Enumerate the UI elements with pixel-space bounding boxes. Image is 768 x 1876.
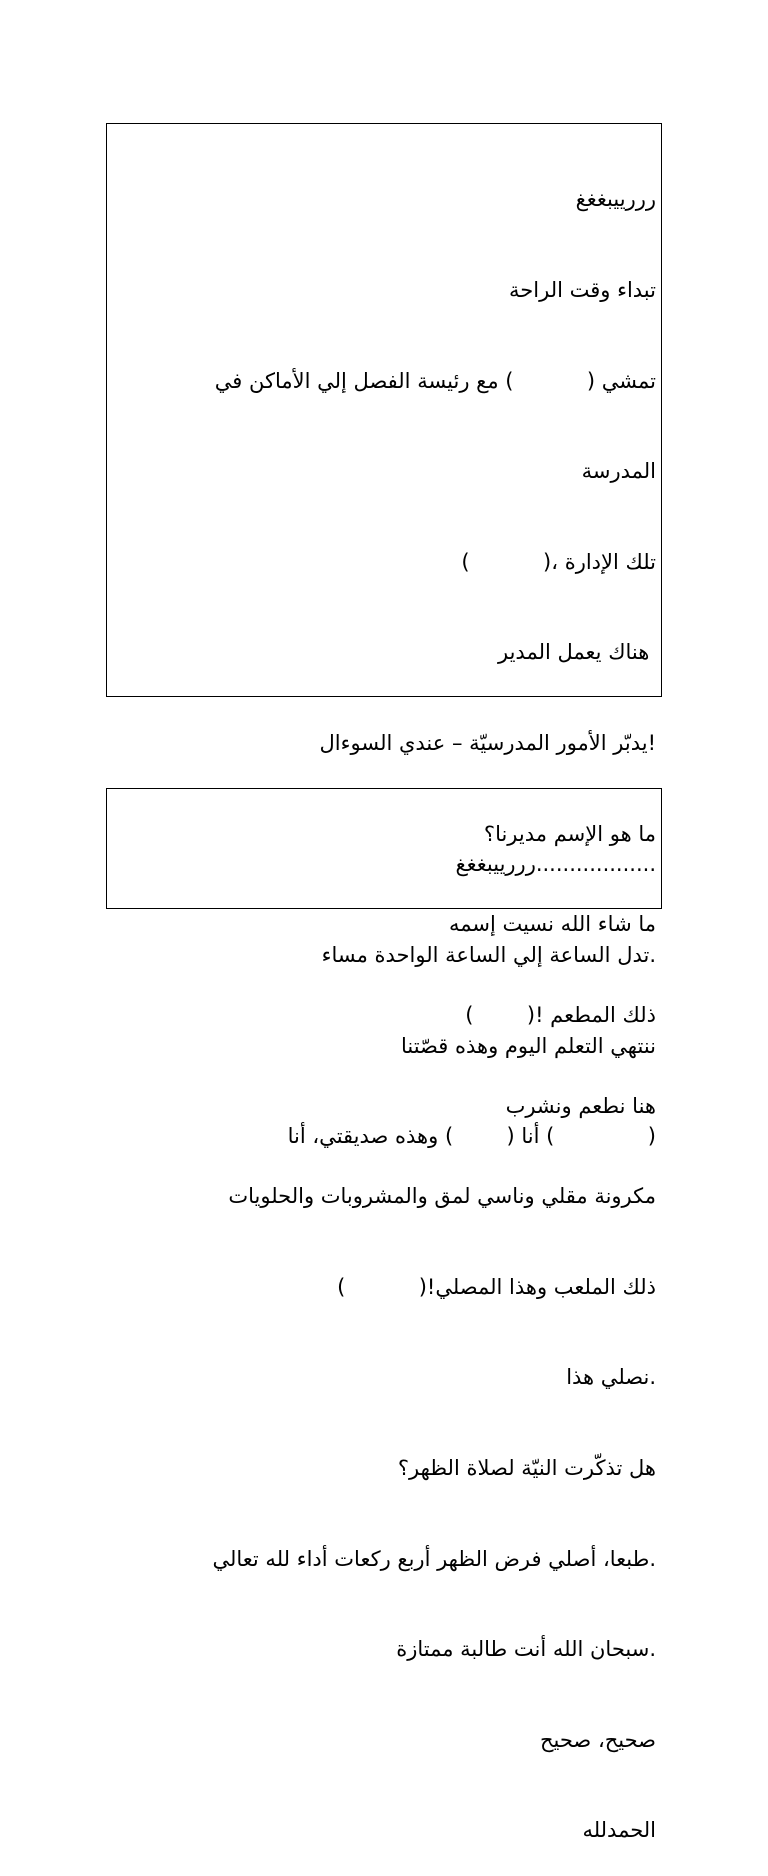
text-line: تمشي ( ) مع رئيسة الفصل إلي الأماكن في (214, 368, 656, 393)
text-line: المدرسة (581, 459, 656, 484)
text-line: رررييبغغغ (575, 187, 656, 212)
text-line: .سبحان الله أنت طالبة ممتازة (396, 1637, 656, 1662)
text-line: !يدبّر الأمور المدرسيّة – عندي السوءال (319, 731, 656, 756)
text-line: ننتهي التعلم اليوم وهذه قصّتنا (400, 1033, 656, 1058)
text-line: ما هو الإسم مديرنا؟ (483, 821, 656, 846)
text-line: ..................رررييبغغغ (455, 852, 656, 877)
text-line: .نصلي هذا (566, 1365, 656, 1390)
text-line: صحيح، صحيح (539, 1727, 656, 1752)
text-line: الحمدلله (582, 1818, 656, 1843)
text-line: هناك يعمل المدير (498, 640, 656, 665)
text-line: .تدل الساعة إلي الساعة الواحدة مساء (321, 943, 656, 968)
text-line: ذلك الملعب وهذا المصلي!( ) (337, 1274, 656, 1299)
text-line: مكرونة مقلي وناسي لمق والمشروبات والحلويات (228, 1184, 656, 1209)
text-line: .طبعا، أصلي فرض الظهر أربع ركعات أداء لله تعالي (212, 1546, 656, 1571)
text-line: ما شاء الله نسيت إسمه (448, 912, 656, 937)
text-line: ذلك المطعم !( ) (465, 1002, 656, 1027)
text-line: هل تذكّرت النيّة لصلاة الظهر؟ (397, 1455, 656, 1480)
text-line: تبداء وقت الراحة (509, 278, 656, 303)
text-line: تلك الإدارة ،( ) (461, 549, 656, 574)
text-line: هنا نطعم ونشرب (505, 1093, 656, 1118)
text-line: ( ) أنا ( ) وهذه صديقتي، أنا (287, 1124, 656, 1149)
